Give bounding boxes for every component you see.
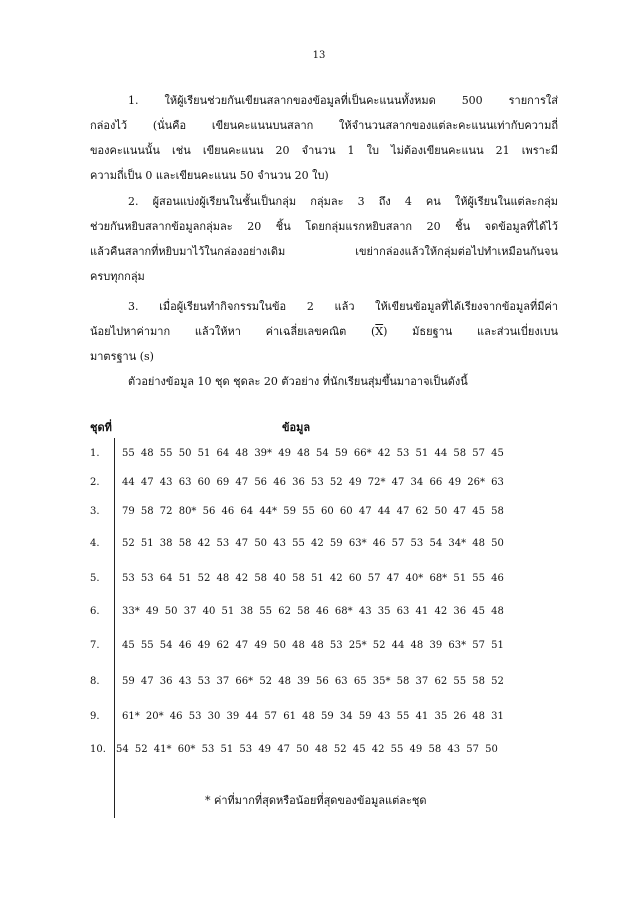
item-1-paragraph	[90, 88, 558, 188]
table-divider	[114, 438, 115, 818]
row-values: 53 53 64 51 52 48 42 58 40 58 51 42 60 57 47 40* 68* 51 55 46	[122, 573, 504, 584]
item-3-line: มาตรฐาน (s)	[90, 350, 154, 363]
row-values: 79 58 72 80* 56 46 64 44* 59 55 60 60 47 44 47 62 50 47 45 58	[122, 506, 504, 517]
row-values: 45 55 54 46 49 62 47 49 50 48 48 53 25* 52 44 48 39 63* 57 51	[122, 640, 504, 651]
row-number: 4.	[90, 538, 100, 549]
row-number: 7.	[90, 640, 100, 651]
row-values: 61* 20* 46 53 30 39 44 57 61 48 59 34 59 43 55 41 35 26 48 31	[122, 711, 504, 722]
row-number: 2.	[90, 477, 100, 488]
intro-text: ตัวอย่างข้อมูล 10 ชุด ชุดละ 20 ตัวอย่าง ที่นักเรียนสุ่มขึ้นมาอาจเป็นดังนี้	[128, 375, 468, 388]
page-number: 13	[312, 50, 326, 61]
item-1-line: 1. ให้ผู้เรียนช่วยกันเขียนสลากของข้อมูลที่เป็นคะแนนทั้งหมด 500 รายการใส่	[128, 94, 558, 107]
row-number: 10.	[90, 744, 106, 755]
item-1-line: กล่องไว้ (นั่นคือ เขียนคะแนนบนสลาก ให้จำนวนสลากของแต่ละคะแนนเท่ากับความถี่	[90, 119, 558, 132]
item-3-line-2-end: ) มัธยฐาน และส่วนเบี่ยงเบน	[383, 325, 558, 338]
item-2-line: ครบทุกกลุ่ม	[90, 270, 145, 283]
item-3-line-2-start: น้อยไปหาค่ามาก แล้วให้หา ค่าเฉลี่ยเลขคณิต (	[90, 325, 376, 338]
item-3-paragraph	[90, 294, 558, 369]
intro-paragraph	[90, 369, 558, 394]
mean-symbol: $\overline{X}$	[375, 325, 384, 338]
item-2-line: ช่วยกันหยิบสลากข้อมูลกลุ่มละ 20 ชิ้น โดยกลุ่มแรกหยิบสลาก 20 ชิ้น จดข้อมูลที่ได้ไว้	[90, 220, 558, 233]
row-values: 54 52 41* 60* 53 51 53 49 47 50 48 52 45 42 55 49 58 43 57 50	[116, 744, 498, 755]
item-1-line: ของคะแนนนั้น เช่น เขียนคะแนน 20 จำนวน 1 ใบ ไม่ต้องเขียนคะแนน 21 เพราะมี	[90, 144, 558, 157]
row-number: 5.	[90, 573, 100, 584]
item-1-line: ความถี่เป็น 0 และเขียนคะแนน 50 จำนวน 20 ใบ)	[90, 169, 329, 182]
item-2-line: แล้วคืนสลากที่หยิบมาไว้ในกล่องอย่างเดิม เขย่ากล่องแล้วให้กลุ่มต่อไปทำเหมือนกันจน	[90, 245, 558, 258]
row-number: 1.	[90, 448, 100, 459]
footnote: * ค่าที่มากที่สุดหรือน้อยที่สุดของข้อมูลแต่ละชุด	[205, 794, 427, 807]
item-3-line: 3. เมื่อผู้เรียนทำกิจกรรมในข้อ 2 แล้ว ให้เขียนข้อมูลที่ได้เรียงจากข้อมูลที่มีค่า	[128, 300, 558, 313]
row-values: 33* 49 50 37 40 51 38 55 62 58 46 68* 43 35 63 41 42 36 45 48	[122, 606, 504, 617]
row-values: 44 47 43 63 60 69 47 56 46 36 53 52 49 72* 47 34 66 49 26* 63	[122, 477, 504, 488]
row-number: 3.	[90, 506, 100, 517]
row-number: 8.	[90, 676, 100, 687]
row-values: 55 48 55 50 51 64 48 39* 49 48 54 59 66* 42 53 51 44 58 57 45	[122, 448, 504, 459]
item-3-line-2	[90, 319, 558, 344]
row-values: 59 47 36 43 53 37 66* 52 48 39 56 63 65 35* 58 37 62 55 58 52	[122, 676, 504, 687]
row-number: 9.	[90, 711, 100, 722]
header-data: ข้อมูล	[282, 421, 311, 434]
item-2-paragraph	[90, 189, 558, 289]
row-number: 6.	[90, 606, 100, 617]
item-2-line: 2. ผู้สอนแบ่งผู้เรียนในชั้นเป็นกลุ่ม กลุ่มละ 3 ถึง 4 คน ให้ผู้เรียนในแต่ละกลุ่ม	[128, 195, 558, 208]
header-set: ชุดที่	[90, 421, 112, 434]
row-values: 52 51 38 58 42 53 47 50 43 55 42 59 63* 46 57 53 54 34* 48 50	[122, 538, 504, 549]
